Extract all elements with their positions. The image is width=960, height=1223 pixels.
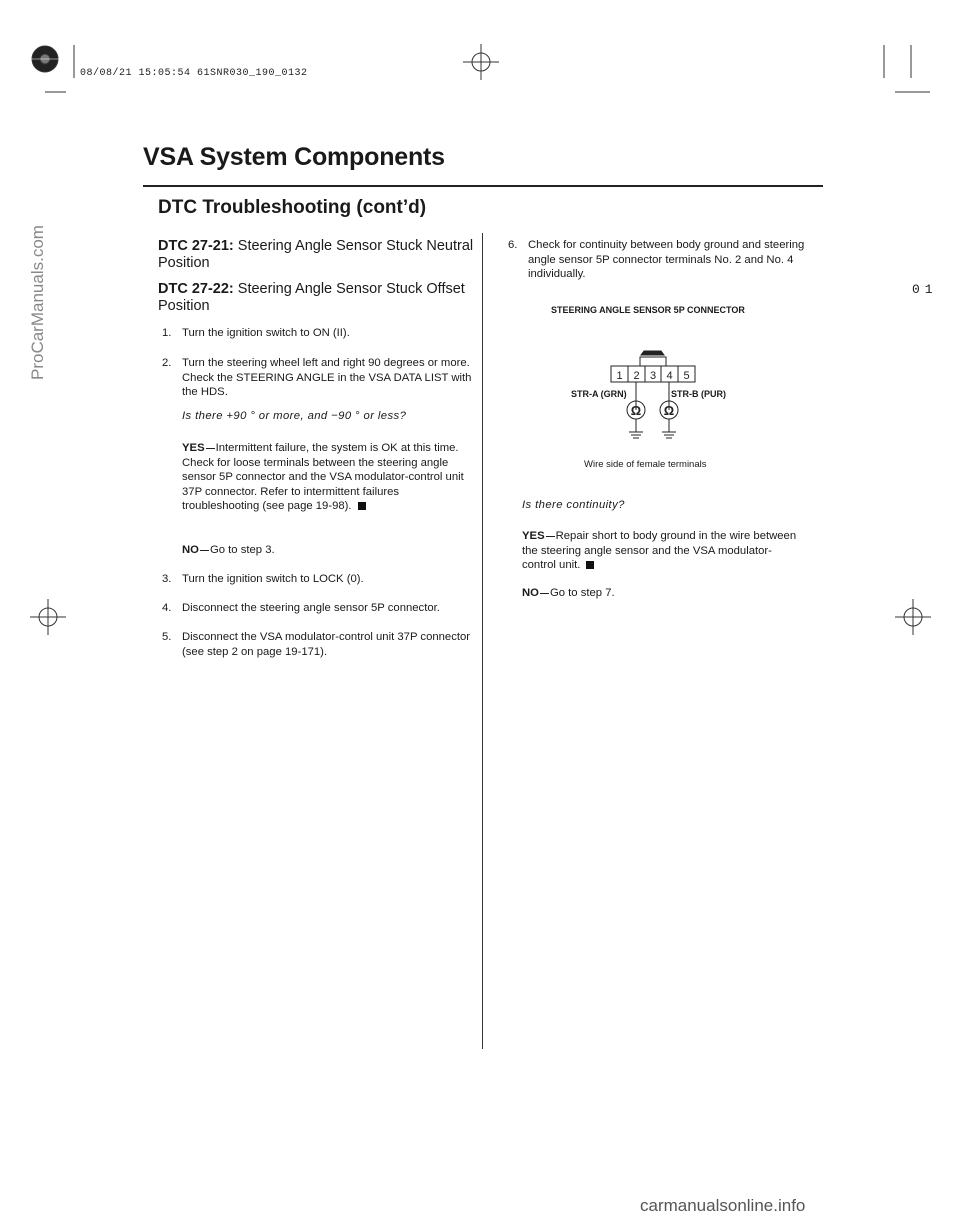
diagram-title: STEERING ANGLE SENSOR 5P CONNECTOR — [551, 305, 745, 315]
step-number: 6. — [508, 239, 518, 251]
step-text: Disconnect the VSA modulator-control unit 37P connector (see step 2 on page 19-171). — [182, 631, 471, 658]
end-mark — [586, 561, 594, 569]
no-branch — [182, 543, 472, 558]
no-label: NO — [522, 587, 539, 599]
page-marker: 01 — [912, 282, 938, 297]
step-3 — [162, 572, 472, 587]
ohm-symbol-left: Ω — [630, 403, 642, 418]
terminal-2: 2 — [633, 370, 640, 382]
terminal-3: 3 — [649, 370, 657, 382]
ohm-symbol-right: Ω — [663, 403, 675, 418]
step-4 — [162, 601, 482, 616]
terminal-5: 5 — [683, 370, 690, 382]
dtc-code: DTC 27-21: — [158, 238, 234, 254]
side-watermark: ProCarManuals.com — [28, 225, 47, 380]
connector-latch — [641, 351, 664, 355]
wire-label-right: STR-B (PUR) — [671, 389, 726, 399]
step-text: Turn the ignition switch to ON (II). — [182, 327, 350, 339]
page-title: VSA System Components — [143, 143, 445, 171]
section-title: DTC Troubleshooting (cont’d) — [158, 197, 427, 218]
check-question: Is there continuity? — [522, 499, 625, 511]
diagram-caption: Wire side of female terminals — [584, 459, 707, 470]
yes-label: YES — [522, 530, 545, 542]
dash — [540, 593, 549, 594]
step-text: Turn the ignition switch to LOCK (0). — [182, 573, 364, 585]
yes-text: Repair short to body ground in the wire between the steering angle sensor and the VSA modulator-control unit. — [522, 530, 797, 572]
step-number: 1. — [162, 327, 172, 339]
dtc-heading-1 — [158, 238, 478, 272]
dtc-description: Steering Angle Sensor Stuck Offset Position — [158, 281, 465, 314]
connector-hood — [640, 357, 666, 366]
dtc-heading-2 — [158, 281, 478, 315]
step-1 — [162, 326, 472, 341]
step-5 — [162, 630, 472, 659]
check-question: Is there +90 ° or more, and −90 ° or less? — [182, 410, 407, 422]
step-number: 3. — [162, 573, 172, 585]
dash — [546, 536, 555, 537]
step-text: Turn the steering wheel left and right 90 degrees or more. Check the STEERING ANGLE in the VSA DATA LIST with the HDS. — [182, 357, 472, 399]
step-number: 4. — [162, 602, 172, 614]
yes-text: Intermittent failure, the system is OK at this time. Check for loose terminals between the steering angle sensor 5P connector and the VSA modulator-control unit 37P connector. Refer to intermittent failures troubleshooting (see page 19-98). — [182, 442, 464, 513]
no-text: Go to step 3. — [209, 544, 275, 556]
footer-watermark: carmanualsonline.info — [640, 1196, 806, 1215]
step-text: Disconnect the steering angle sensor 5P connector. — [182, 602, 440, 614]
no-label: NO — [182, 544, 199, 556]
no-branch — [522, 586, 802, 601]
yes-branch — [182, 441, 472, 514]
dtc-description: Steering Angle Sensor Stuck Neutral Position — [158, 238, 474, 271]
dtc-code: DTC 27-22: — [158, 281, 234, 297]
step-6 — [508, 238, 808, 282]
terminal-4: 4 — [666, 370, 673, 382]
no-text: Go to step 7. — [549, 587, 615, 599]
dash — [206, 448, 215, 449]
step-number: 2. — [162, 357, 172, 369]
dash — [200, 550, 209, 551]
yes-branch — [522, 529, 802, 573]
step-2 — [162, 356, 472, 400]
print-stamp: 08/08/21 15:05:54 61SNR030_190_0132 — [80, 68, 308, 79]
title-rule — [143, 185, 823, 187]
column-divider — [482, 233, 483, 1049]
end-mark — [358, 502, 366, 510]
yes-label: YES — [182, 442, 205, 454]
wire-label-left: STR-A (GRN) — [571, 389, 627, 399]
step-number: 5. — [162, 631, 172, 643]
step-text: Check for continuity between body ground and steering angle sensor 5P connector terminals No. 2 and No. 4 individually. — [528, 239, 805, 281]
terminal-1: 1 — [616, 370, 623, 382]
